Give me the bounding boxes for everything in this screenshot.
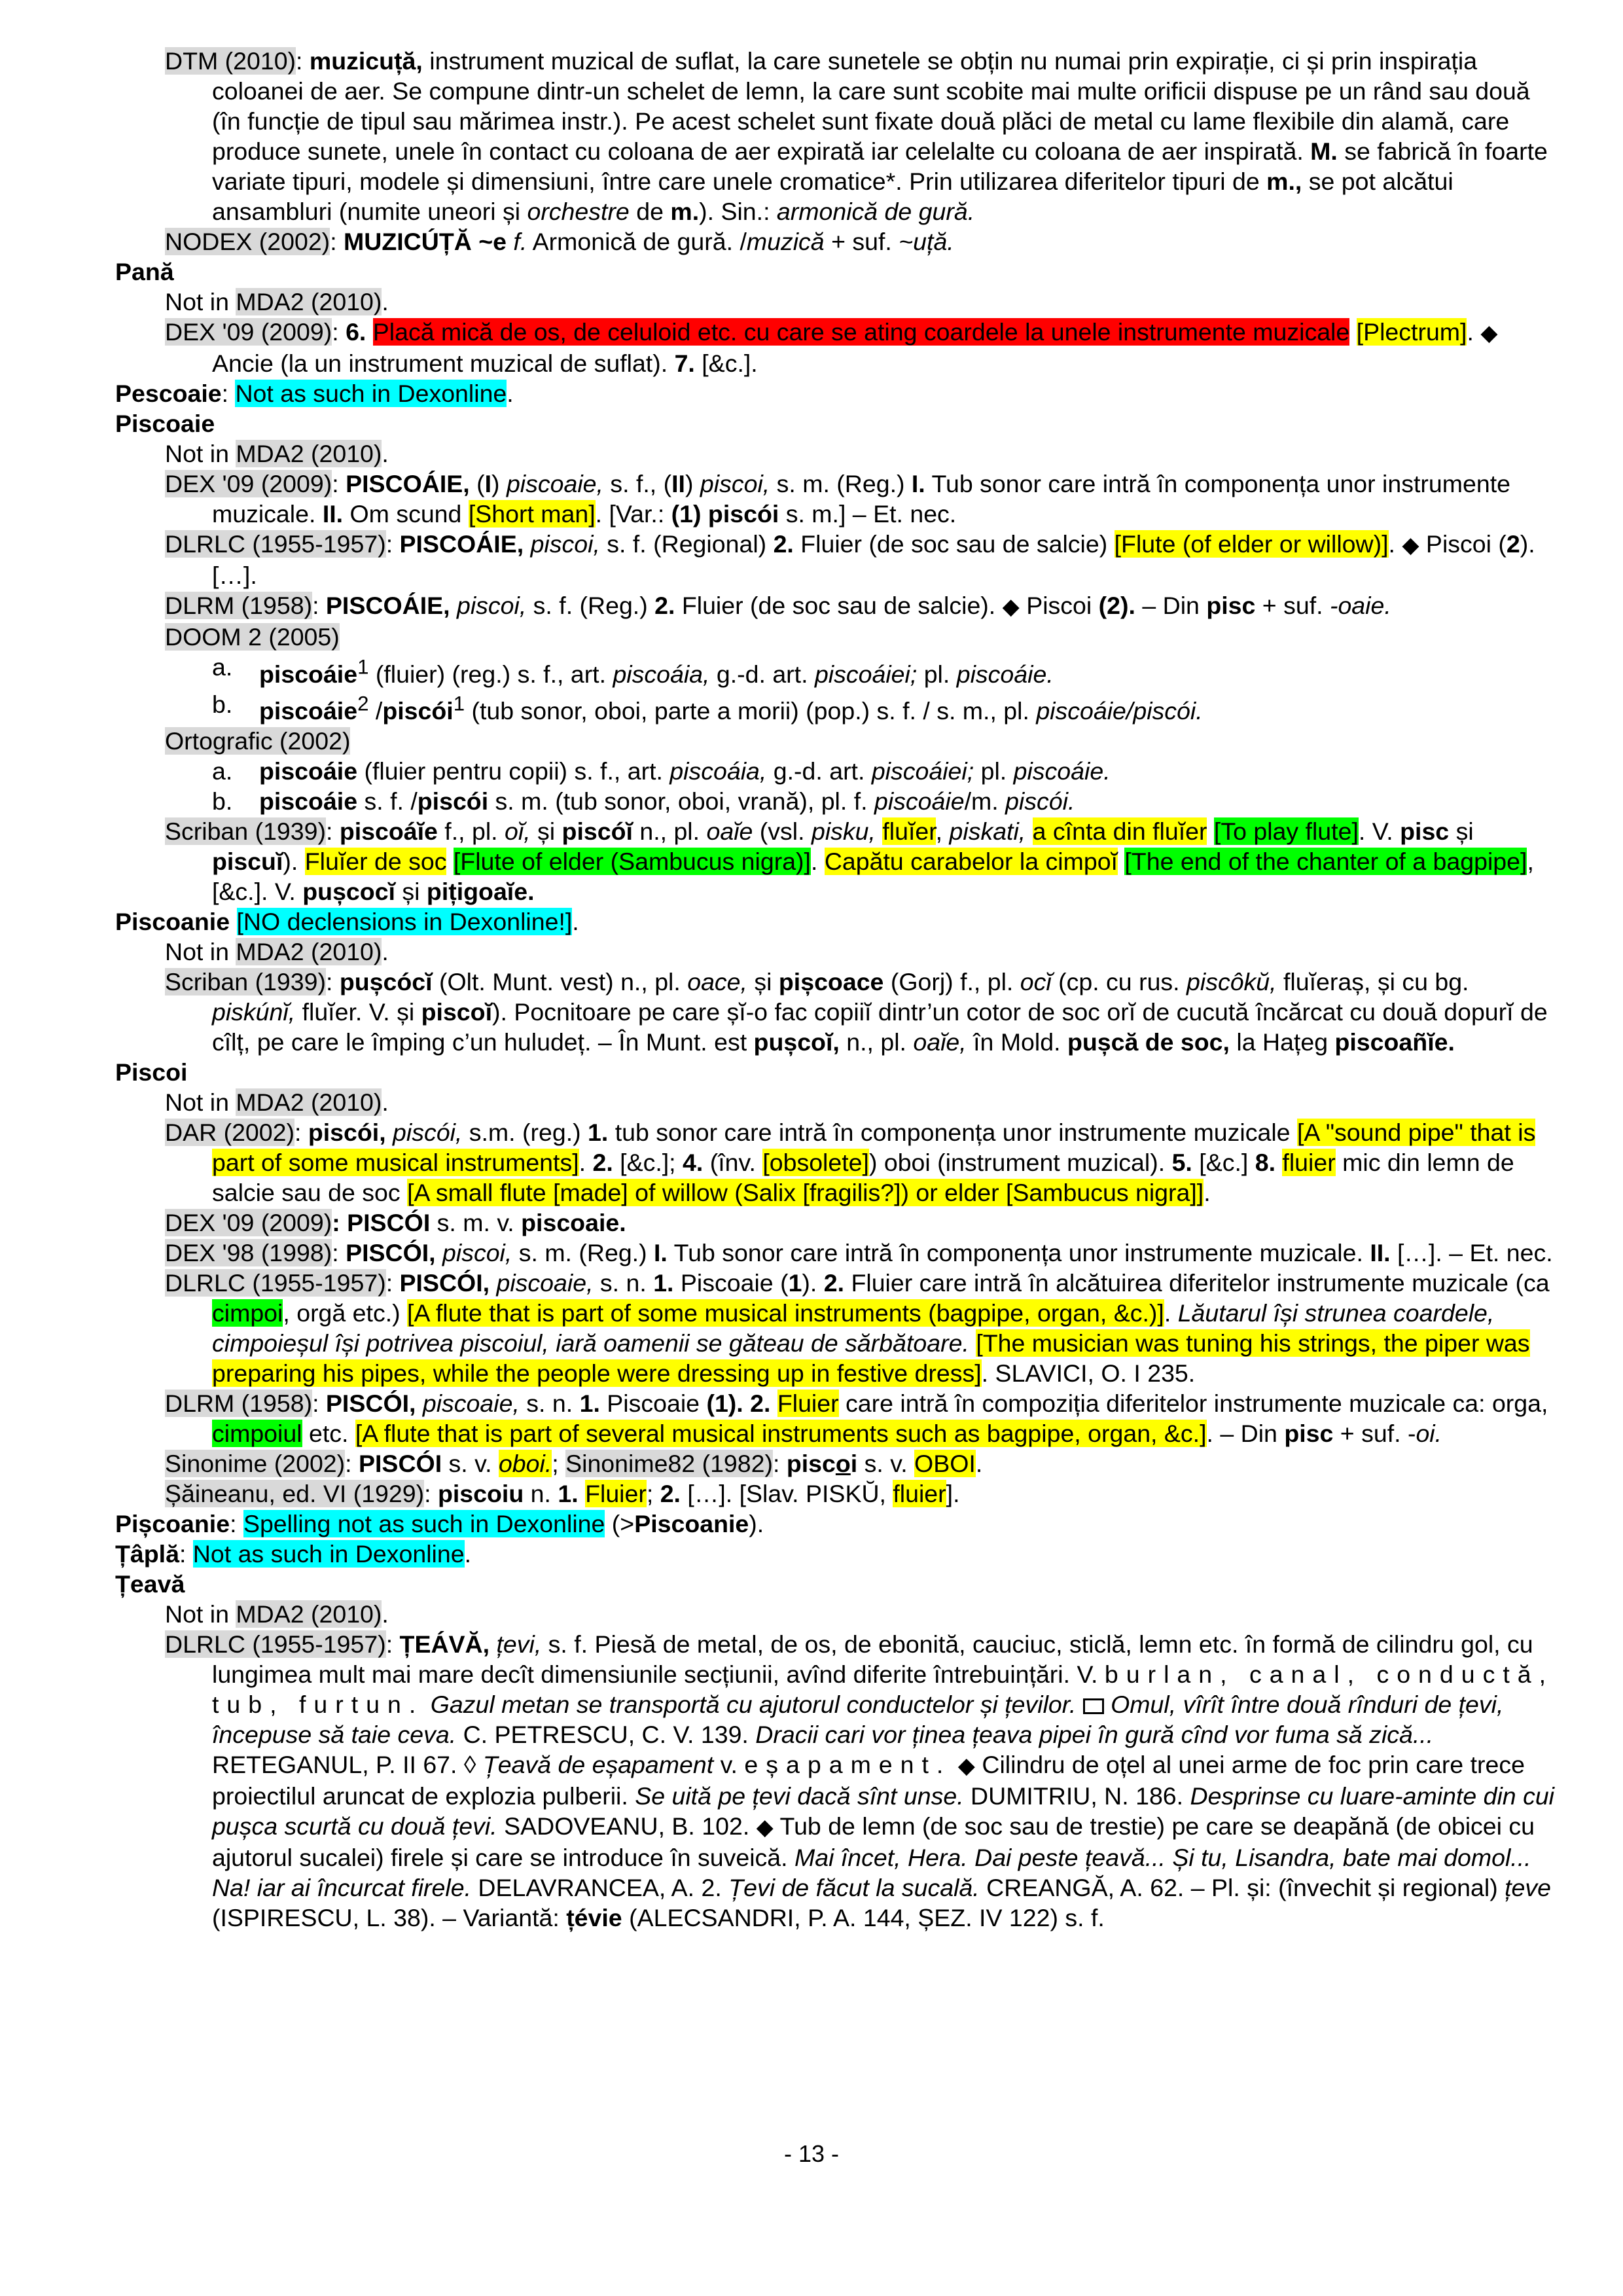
source-entry-dex09: DEX '09 (2009): 6. Placă mică de os, de celuloid etc. cu care se ating coardele la unele instrumente muzicale [Plectrum]. ◆ Ancie (la un instrument muzical de suflat). 7. [&c.]. <box>165 318 1498 377</box>
source-entry-ortografic: Ortografic (2002) <box>165 727 351 755</box>
page-number: - 13 - <box>783 2140 840 2167</box>
list-label: b. <box>212 787 233 815</box>
source-entry-dex09: DEX '09 (2009): PISCOÁIE, (I) piscoaie, s. f., (II) piscoi, s. m. (Reg.) I. Tub sonor care intră în componența unor instrumente muzicale. II. Om scund [Short man]. [Var.: (1) piscói s. m.] – Et. nec. <box>165 470 1510 528</box>
source-entry-sinonime: Sinonime (2002): PISCÓI s. v. oboi.; Sinonime82 (1982): piscoi s. v. OBOI. <box>165 1450 983 1477</box>
list-item-ortografic-b <box>115 786 1555 816</box>
list-item-doom2-b <box>115 689 1555 726</box>
source-entry-dlrm: DLRM (1958): PISCÓI, piscoaie, s. n. 1. Piscoaie (1). 2. Fluier care intră în compoziția diferitelor instrumente muzicale ca: orga, cimpoiul etc. [A flute that is part of several musical instruments such as bagpipe, organ, &c.]. – Din pisc + suf. -oi. <box>165 1390 1548 1447</box>
headword-pana: Pană <box>115 258 174 285</box>
source-entry-mda2: Not in MDA2 (2010). <box>165 1088 389 1116</box>
source-entry-dlrm: DLRM (1958): PISCOÁIE, piscoi, s. f. (Reg.) 2. Fluier (de soc sau de salcie). ◆ Piscoi (2). – Din pisc + suf. -oaie. <box>165 592 1391 619</box>
list-text: piscoáie s. f. /piscói s. m. (tub sonor, oboi, vrană), pl. f. piscoáie/m. piscói. <box>259 787 1075 815</box>
source-entry-dar: DAR (2002): piscói, piscói, s.m. (reg.) 1. tub sonor care intră în componența unor instrumente muzicale [A "sound pipe" that is part of some musical instruments]. 2. [&c.]; 4. (înv. [obsolete]) oboi (instrument muzical). 5. [&c.] 8. fluier mic din lemn de salcie sau de soc [A small flute [made] of willow (Salix [fragilis?]) or elder [Sambucus nigra]]. <box>165 1119 1536 1206</box>
source-entry-dex98: DEX '98 (1998): PISCÓI, piscoi, s. m. (Reg.) I. Tub sonor care intră în componența unor instrumente muzicale. II. […]. – Et. nec. <box>165 1239 1553 1266</box>
source-entry-dlrlc: DLRLC (1955-1957): PISCOÁIE, piscoi, s. f. (Regional) 2. Fluier (de soc sau de salcie) [Flute (of elder or willow)]. ◆ Piscoi (2). […]. <box>165 530 1535 589</box>
source-entry-dlrlc: DLRLC (1955-1957): PISCÓI, piscoaie, s. n. 1. Piscoaie (1). 2. Fluier care intră în alcătuirea diferitelor instrumente muzicale (ca cimpoi, orgă etc.) [A flute that is part of some musical instruments (bagpipe, organ, &c.)]. Lăutarul își strunea coardele, cimpoieșul își potrivea piscoiul, iară oamenii se găteau de sărbătoare. [The musician was tuning his strings, the piper was preparing his pipes, while the people were dressing up in festive dress]. SLAVICI, O. I 235. <box>165 1269 1550 1387</box>
headword-piscoanie: Piscoanie [NO declensions in Dexonline!]. <box>115 908 579 935</box>
headword-pescoaie: Pescoaie: Not as such in Dexonline. <box>115 380 514 407</box>
source-entry-mda2: Not in MDA2 (2010). <box>165 1600 389 1628</box>
source-entry-saineanu: Șăineanu, ed. VI (1929): piscoiu n. 1. Fluier; 2. […]. [Slav. PISKŬ, fluier]. <box>165 1480 960 1507</box>
source-entry-doom2: DOOM 2 (2005) <box>165 623 340 651</box>
list-label: b. <box>212 690 233 718</box>
list-item-doom2-a <box>115 652 1555 689</box>
source-entry-mda2: Not in MDA2 (2010). <box>165 938 389 965</box>
headword-piscoi: Piscoi <box>115 1058 188 1086</box>
headword-piscoaie: Piscoaie <box>115 410 215 437</box>
list-text: piscoáie (fluier pentru copii) s. f., art. piscoáia, g.-d. art. piscoáiei; pl. piscoáie. <box>259 757 1111 785</box>
list-label: a. <box>212 757 233 785</box>
dictionary-entries <box>115 46 1555 1933</box>
source-entry-mda2: Not in MDA2 (2010). <box>165 288 389 315</box>
source-entry-dex09: DEX '09 (2009): PISCÓI s. m. v. piscoaie. <box>165 1209 626 1236</box>
headword-teava: Țeavă <box>115 1570 185 1598</box>
headword-piscoanie-spelling: Pișcoanie: Spelling not as such in Dexonline (>Piscoanie). <box>115 1510 764 1537</box>
list-label: a. <box>212 653 233 681</box>
source-entry-scriban: Scriban (1939): pușcócĭ (Olt. Munt. vest) n., pl. oace, și pișcoace (Gorj) f., pl. ocĭ (cp. cu rus. piscôkŭ, fluĭeraș, și cu bg. piskúnĭ, fluĭer. V. și piscoĭ). Pocnitoare pe care șĭ-o fac copiiĭ dintr’un cotor de soc orĭ de cucută încărcat cu două dopurĭ de cîlț, pe care le împing c’un huludeț. – În Munt. est pușcoĭ, n., pl. oaĭe, în Mold. pușcă de soc, la Hațeg piscoañĭe. <box>165 968 1548 1056</box>
headword-taplaa: Țâplă: Not as such in Dexonline. <box>115 1540 472 1568</box>
list-item-ortografic-a <box>115 756 1555 786</box>
source-entry-dlrlc: DLRLC (1955-1957): ȚEÁVĂ, țevi, s. f. Piesă de metal, de os, de ebonită, cauciuc, sticlă, lemn etc. în formă de cilindru gol, cu lungimea mult mai mare decît dimensiunile secțiunii, avînd diferite întrebuințări. V. burlan, canal, conductă, tub, furtun. Gazul metan se transportă cu ajutorul conductelor și țevilor. Omul, vîrît între două rînduri de țevi, începuse să taie ceva. C. PETRESCU, C. V. 139. Dracii cari vor ținea țeava pipei în gură cînd vor fuma să zică... RETEGANUL, P. II 67. ◊ Țeavă de eșapament v. eșapament. ◆ Cilindru de oțel al unei arme de foc prin care trece proiectilul aruncat de explozia pulberii. Se uită pe țevi dacă sînt unse. DUMITRIU, N. 186. Desprinse cu luare-aminte din cui pușca scurtă cu două țevi. SADOVEANU, B. 102. ◆ Tub de lemn (de soc sau de trestie) pe care se deapănă (de obicei cu ajutorul sucalei) firele și care se introduce în suveică. Mai încet, Hera. Dai peste țeavă... Și tu, Lisandra, bate mai domol... Na! iar ai încurcat firele. DELAVRANCEA, A. 2. Țevi de făcut la sucală. CREANGĂ, A. 62. – Pl. și: (învechit și regional) țeve (ISPIRESCU, L. 38). – Variantă: țévie (ALECSANDRI, P. A. 144, ȘEZ. IV 122) s. f. <box>165 1630 1555 1931</box>
source-entry-nodex: NODEX (2002): MUZICÚȚĂ ~e f. Armonică de gură. /muzică + suf. ~uță. <box>165 228 954 255</box>
list-text: piscoáie$^2$ /piscói$^1$ (tub sonor, oboi, parte a morii) (pop.) s. f. / s. m., pl. piscoáie/piscói. <box>259 692 1203 725</box>
source-entry-mda2: Not in MDA2 (2010). <box>165 440 389 467</box>
source-entry-scriban: Scriban (1939): piscoáĭe f., pl. oĭ, și piscóĭ n., pl. oaĭe (vsl. pisku, fluĭer, piskati, a cînta din fluĭer [To play flute]. V. pisc și piscuĭ). Fluĭer de soc [Flute of elder (Sambucus nigra)]. Capătu carabelor la cimpoĭ [The end of the chanter of a bagpipe], [&c.]. V. pușcocĭ și pițigoaĭe. <box>165 817 1534 905</box>
source-entry-dtm: DTM (2010): muzicuță, instrument muzical de suflat, la care sunetele se obțin nu numai prin expirație, ci și prin inspirația coloanei de aer. Se compune dintr-un schelet de lemn, la care sunt scobite mai multe orificii dispuse pe un rând sau două (în funcție de tipul sau mărimea instr.). Pe acest schelet sunt fixate două plăci de metal cu lame flexibile din alamă, care produce sunete, unele în contact cu coloana de aer expirată iar celelalte cu coloana de aer inspirată. M. se fabrică în foarte variate tipuri, modele și dimensiuni, între care unele cromatice*. Prin utilizarea diferitelor tipuri de m., se pot alcătui ansambluri (numite uneori și orchestre de m.). Sin.: armonică de gură. <box>165 47 1548 225</box>
list-text: piscoáie$^1$ (fluier) (reg.) s. f., art. piscoáia, g.-d. art. piscoáiei; pl. piscoáie. <box>259 655 1054 688</box>
